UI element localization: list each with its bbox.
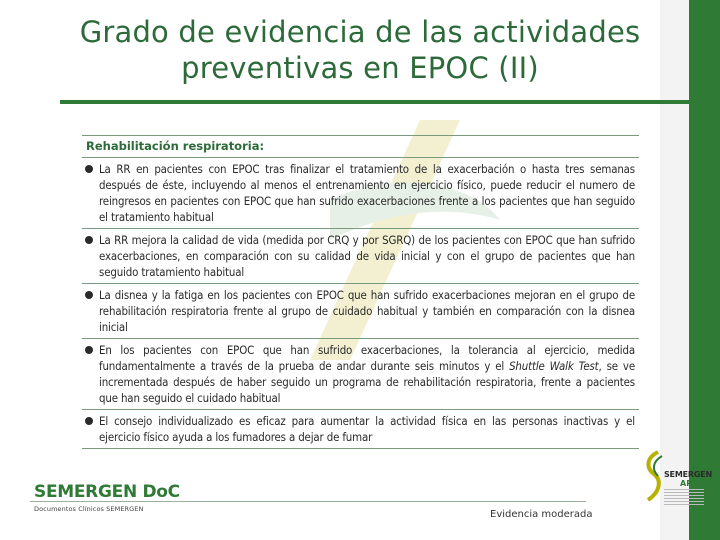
evidence-item: [82, 158, 639, 229]
semergen-doc-logo-brand: SEMERGEN DoC: [34, 482, 180, 502]
semergen-ap-logo-fineprint: [664, 489, 704, 505]
semergen-doc-logo-subtitle: Documentos Clínicos SEMERGEN: [34, 505, 144, 513]
evidence-item: [82, 284, 639, 339]
semergen-doc-logo: [34, 482, 180, 513]
evidence-content: [82, 135, 639, 449]
semergen-ap-logo-ap: AP: [680, 479, 693, 488]
evidence-item-text: , se ve incrementada después de haber seguido un programa de rehabilitación respiratoria, frente a pacientes que han seguido el cuidado habitual: [99, 359, 635, 405]
evidence-item: [82, 229, 639, 284]
slide-title: [60, 14, 660, 86]
section-heading: Rehabilitación respiratoria:: [82, 135, 639, 158]
slide-title-line-2: preventivas en EPOC (II): [181, 51, 539, 85]
bullet-icon: [85, 417, 93, 425]
bullet-icon: [85, 165, 93, 173]
evidence-level-label: Evidencia moderada: [490, 509, 593, 520]
bullet-icon: [85, 346, 93, 354]
title-divider: [60, 100, 689, 104]
slide-title-line-1: Grado de evidencia de las actividades: [79, 15, 641, 49]
semergen-ap-logo-name: SEMERGEN: [664, 470, 712, 479]
evidence-item-text-italic: Shuttle Walk Test: [509, 359, 599, 373]
evidence-item-text: El consejo individualizado es eficaz para aumentar la actividad física en las personas inactivas y el ejercicio físico ayuda a los fumadores a dejar de fumar: [99, 414, 635, 444]
evidence-item-text: En los pacientes con EPOC que han sufrido exacerbaciones, la tolerancia al ejercicio, medida fundamentalmente a través de la prueba de andar durante seis minutos y el: [99, 343, 635, 373]
evidence-item-text: La disnea y la fatiga en los pacientes con EPOC que han sufrido exacerbaciones mejoran en el grupo de rehabilitación respiratoria frente al grupo de cuidado habitual y también en comparación con la disnea inicial: [99, 288, 635, 334]
bullet-icon: [85, 291, 93, 299]
evidence-item-text: La RR mejora la calidad de vida (medida por CRQ y por SGRQ) de los pacientes con EPOC que han sufrido exacerbaciones, en comparación con su calidad de vida inicial y con el grupo de pacientes que han seguido tratamiento habitual: [99, 233, 635, 279]
evidence-item: [82, 339, 639, 410]
bullet-icon: [85, 236, 93, 244]
semergen-ap-logo: [640, 450, 710, 506]
evidence-item: [82, 410, 639, 449]
evidence-item-text: La RR en pacientes con EPOC tras finalizar el tratamiento de la exacerbación o hasta tres semanas después de éste, incluyendo al menos el entrenamiento en ejercicio físico, puede reducir el numero de reingresos en pacientes con EPOC que han sufrido exacerbaciones frente a los pacientes que han seguido el tratamiento habitual: [99, 162, 635, 224]
semergen-s-mark-icon: [640, 450, 666, 502]
evidence-list: [82, 158, 639, 449]
